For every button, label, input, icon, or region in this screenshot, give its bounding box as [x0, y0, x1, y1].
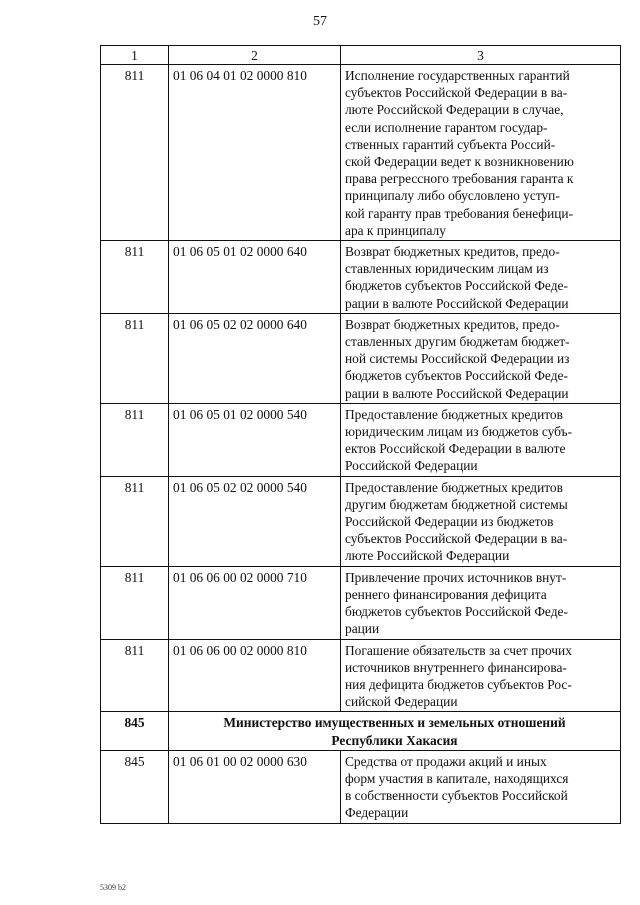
description-cell: Возврат бюджетных кредитов, предо- ставленных другим бюджетам бюджет- ной системы Российской Федерации из бюджетов субъектов Российской Феде- рации в валюте Российской Федерации	[341, 313, 621, 403]
admin-code-cell: 845	[101, 750, 169, 823]
admin-code-cell: 811	[101, 476, 169, 566]
admin-code-cell: 811	[101, 313, 169, 403]
table-row	[101, 639, 621, 712]
admin-code-cell: 811	[101, 566, 169, 639]
description-cell: Предоставление бюджетных кредитов другим бюджетам бюджетной системы Российской Федерации из бюджетов субъектов Российской Федерации в ва- люте Российской Федерации	[341, 476, 621, 566]
admin-code-cell: 811	[101, 639, 169, 712]
source-code-cell: 01 06 05 02 02 0000 640	[169, 313, 341, 403]
table-header-row	[101, 46, 621, 65]
page-number: 57	[313, 14, 327, 29]
source-code-cell: 01 06 05 01 02 0000 540	[169, 403, 341, 476]
description-cell: Возврат бюджетных кредитов, предо- ставленных юридическим лицам из бюджетов субъектов Российской Феде- рации в валюте Российской Федерации	[341, 241, 621, 314]
table-row	[101, 65, 621, 241]
budget-sources-table	[100, 45, 621, 824]
source-code-cell: 01 06 01 00 02 0000 630	[169, 750, 341, 823]
source-code-cell: 01 06 05 02 02 0000 540	[169, 476, 341, 566]
column-header-2: 2	[169, 46, 341, 65]
table-row	[101, 750, 621, 823]
admin-code-cell: 811	[101, 403, 169, 476]
column-header-1: 1	[101, 46, 169, 65]
section-header-row	[101, 712, 621, 750]
section-code-cell: 845	[101, 712, 169, 750]
source-code-cell: 01 06 04 01 02 0000 810	[169, 65, 341, 241]
admin-code-cell: 811	[101, 241, 169, 314]
description-cell: Средства от продажи акций и иных форм участия в капитале, находящихся в собственности субъектов Российской Федерации	[341, 750, 621, 823]
source-code-cell: 01 06 06 00 02 0000 710	[169, 566, 341, 639]
section-name-cell: Министерство имущественных и земельных отношений Республики Хакасия	[169, 712, 621, 750]
description-cell: Исполнение государственных гарантий субъектов Российской Федерации в ва- люте Российской Федерации в случае, если исполнение гарантом государ- ственных гарантий субъекта Россий- ской Федерации ведет к возникновению права регрессного требования гаранта к принципалу либо обусловлено уступ- кой гаранту прав требования бенефици- ара к принципалу	[341, 65, 621, 241]
description-cell: Погашение обязательств за счет прочих источников внутреннего финансирова- ния дефицита бюджетов субъектов Рос- сийской Федерации	[341, 639, 621, 712]
admin-code-cell: 811	[101, 65, 169, 241]
column-header-3: 3	[341, 46, 621, 65]
footer-document-code: 5309 b2	[100, 883, 126, 892]
source-code-cell: 01 06 05 01 02 0000 640	[169, 241, 341, 314]
source-code-cell: 01 06 06 00 02 0000 810	[169, 639, 341, 712]
table-row	[101, 241, 621, 314]
table-row	[101, 313, 621, 403]
description-cell: Предоставление бюджетных кредитов юридическим лицам из бюджетов субъ- ектов Российской Федерации в валюте Российской Федерации	[341, 403, 621, 476]
table-row	[101, 566, 621, 639]
table-row	[101, 476, 621, 566]
description-cell: Привлечение прочих источников внут- реннего финансирования дефицита бюджетов субъектов Российской Феде- рации	[341, 566, 621, 639]
table-row	[101, 403, 621, 476]
